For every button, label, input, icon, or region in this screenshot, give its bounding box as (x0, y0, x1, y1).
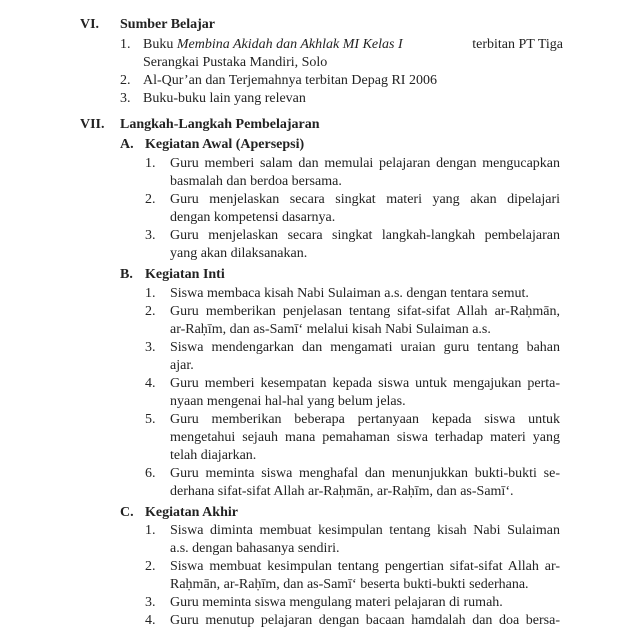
c-item-4-line1: Guru menutup pelajaran dengan bacaan hamdalah dan doa bersa- (170, 613, 560, 628)
c-item-3-line1: Guru meminta siswa mengulang materi pelajaran di rumah. (170, 595, 503, 610)
c-item-4-num: 4. (145, 613, 156, 628)
a-item-3-num: 3. (145, 228, 156, 243)
c-item-3-num: 3. (145, 595, 156, 610)
sub-a-title: Kegiatan Awal (Apersepsi) (145, 137, 305, 152)
vi-item-1-text (143, 36, 563, 54)
a-item-3-line2: yang akan dilaksanakan. (170, 246, 308, 261)
a-item-1-line2: basmalah dan berdoa bersama. (170, 174, 342, 189)
c-item-2-line2: Raḥmān, ar-Raḥīm, dan as-Samī‘ beserta bukti-bukti sederhana. (170, 577, 529, 592)
section-vi-numeral: VI. (80, 17, 100, 32)
sub-b-letter: B. (120, 267, 133, 282)
section-vii-numeral: VII. (80, 117, 105, 132)
b-item-5-num: 5. (145, 412, 156, 427)
b-item-6-num: 6. (145, 466, 156, 481)
b-item-1-line1: Siswa membaca kisah Nabi Sulaiman a.s. dengan tentara semut. (170, 286, 529, 301)
b-item-5-line2: mengetahui sejauh mana pemahaman siswa terhadap materi yang (170, 430, 560, 445)
vi-item-2-num: 2. (120, 73, 131, 88)
vi-item-1-book-title: Membina Akidah dan Akhlak MI Kelas I (176, 37, 403, 52)
a-item-1-num: 1. (145, 156, 156, 171)
vi-item-3-text: Buku-buku lain yang relevan (143, 91, 306, 106)
b-item-2-line2: ar-Raḥīm, dan as-Samī‘ melalui kisah Nabi Sulaiman a.s. (170, 322, 491, 337)
sub-a-letter: A. (120, 137, 134, 152)
vi-item-2-text: Al-Qur’an dan Terjemahnya terbitan Depag RI 2006 (143, 73, 437, 88)
vi-item-1-line2: Serangkai Pustaka Mandiri, Solo (143, 55, 328, 70)
b-item-2-num: 2. (145, 304, 156, 319)
b-item-4-num: 4. (145, 376, 156, 391)
b-item-5-line3: telah diajarkan. (170, 448, 257, 463)
a-item-2-num: 2. (145, 192, 156, 207)
b-item-3-line2: ajar. (170, 358, 194, 373)
b-item-3-num: 3. (145, 340, 156, 355)
b-item-4-line2: nyaan mengenai hal-hal yang belum jelas. (170, 394, 406, 409)
b-item-5-line1: Guru memberikan beberapa pertanyaan kepada siswa untuk (170, 412, 560, 427)
c-item-1-line1: Siswa diminta membuat kesimpulan tentang kisah Nabi Sulaiman (170, 523, 560, 538)
a-item-2-line1: Guru menjelaskan secara singkat materi yang akan dipelajari (170, 192, 560, 207)
a-item-1-line1: Guru memberi salam dan memulai pelajaran dengan mengucapkan (170, 156, 560, 171)
b-item-3-line1: Siswa mendengarkan dan mengamati uraian guru tentang bahan (170, 340, 560, 355)
section-vii-title: Langkah-Langkah Pembelajaran (120, 117, 320, 132)
b-item-6-line2: derhana sifat-sifat Allah ar-Raḥmān, ar-Raḥīm, dan as-Samī‘. (170, 484, 514, 499)
vi-item-1-prefix: Buku (143, 37, 177, 52)
c-item-2-num: 2. (145, 559, 156, 574)
sub-c-title: Kegiatan Akhir (145, 505, 238, 520)
section-vi-title: Sumber Belajar (120, 17, 216, 32)
a-item-3-line1: Guru menjelaskan secara singkat langkah-langkah pembelajaran (170, 228, 560, 243)
vi-item-1-num: 1. (120, 37, 131, 52)
vi-item-1-suffix: terbitan PT Tiga (468, 37, 563, 52)
c-item-2-line1: Siswa membuat kesimpulan tentang pengertian sifat-sifat Allah ar- (170, 559, 560, 574)
b-item-4-line1: Guru memberi kesempatan kepada siswa untuk mengajukan perta- (170, 376, 560, 391)
b-item-1-num: 1. (145, 286, 156, 301)
vi-item-3-num: 3. (120, 91, 131, 106)
b-item-6-line1: Guru meminta siswa menghafal dan menunjukkan bukti-bukti se- (170, 466, 560, 481)
a-item-2-line2: dengan kompetensi dasarnya. (170, 210, 336, 225)
c-item-1-line2: a.s. dengan bahasanya sendiri. (170, 541, 340, 556)
sub-b-title: Kegiatan Inti (145, 267, 225, 282)
c-item-1-num: 1. (145, 523, 156, 538)
b-item-2-line1: Guru memberikan penjelasan tentang sifat-sifat Allah ar-Raḥmān, (170, 304, 560, 319)
sub-c-letter: C. (120, 505, 134, 520)
